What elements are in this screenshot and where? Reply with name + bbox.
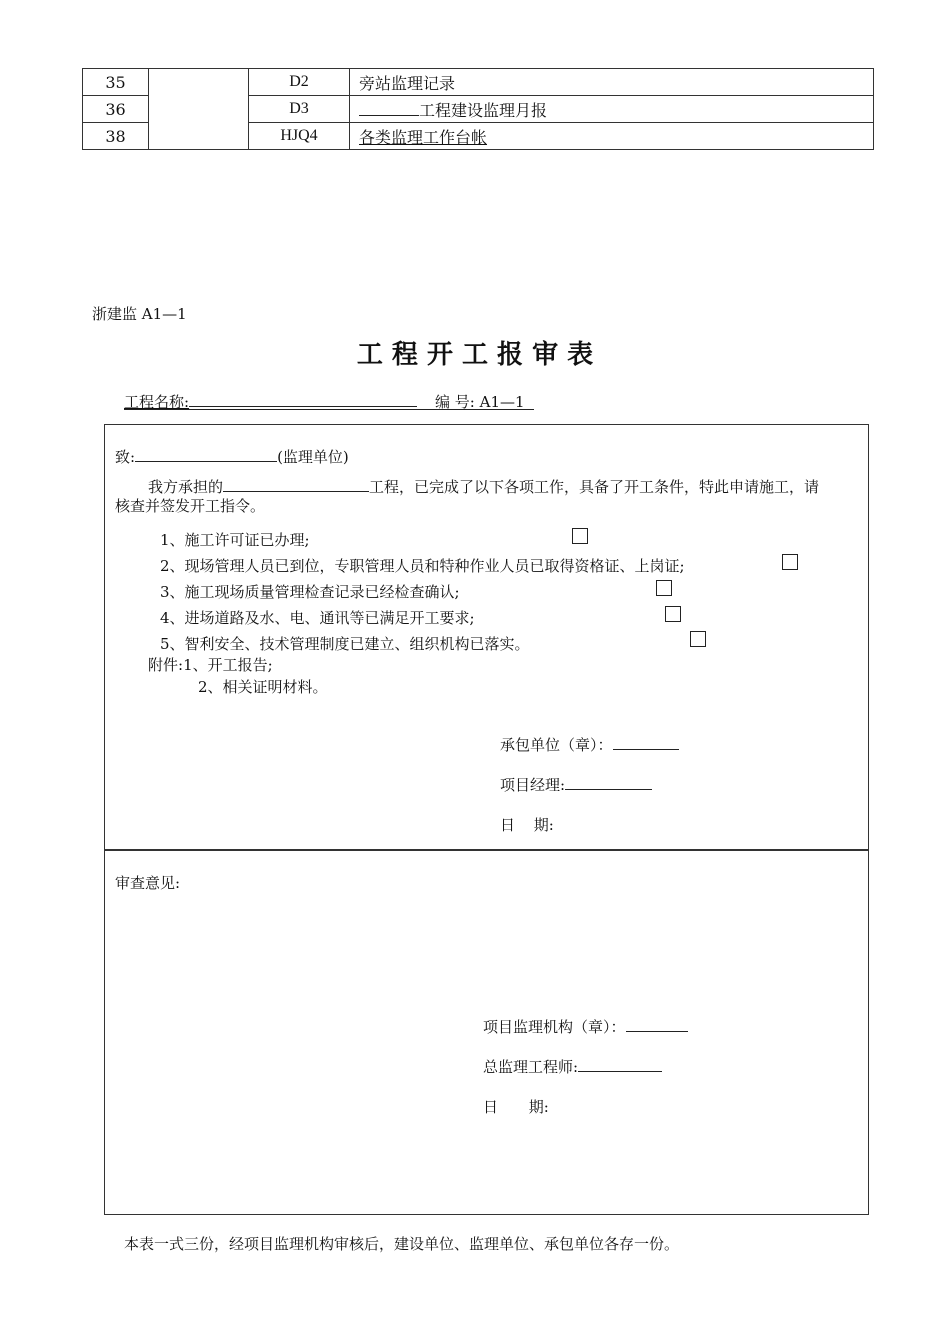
header-underline: [124, 409, 534, 410]
addressee-row: [115, 446, 349, 467]
to-suffix: (监理单位): [277, 448, 349, 466]
checkbox-icon[interactable]: [572, 528, 588, 544]
blank-line: [359, 101, 419, 116]
project-manager-row: [500, 774, 652, 795]
top-table: [82, 68, 874, 150]
checkbox-icon[interactable]: [656, 580, 672, 596]
to-label: 致:: [115, 448, 136, 466]
attachments-row: [148, 654, 273, 675]
contractor-unit-field[interactable]: [613, 735, 679, 750]
chief-engineer-row: [483, 1056, 662, 1077]
checklist-item-2: 2、现场管理人员已到位，专职管理人员和特种作业人员已取得资格证、上岗证;: [160, 557, 685, 575]
checklist-item-3: 3、施工现场质量管理检查记录已经检查确认;: [160, 583, 460, 601]
project-manager-label: 项目经理:: [500, 776, 566, 794]
checkbox-icon[interactable]: [782, 554, 798, 570]
row-name: [350, 123, 874, 150]
project-field[interactable]: [223, 477, 369, 492]
checklist-item-1: 1、施工许可证已办理;: [160, 531, 310, 549]
merged-empty-cell: [149, 69, 249, 150]
row-name-text: 各类监理工作台帐: [359, 127, 488, 147]
row-name-text: 工程建设监理月报: [419, 100, 548, 120]
supervision-org-label: 项目监理机构（章）：: [483, 1018, 626, 1036]
attachment-item: 2、相关证明材料。: [198, 678, 328, 696]
checkbox-icon[interactable]: [665, 606, 681, 622]
review-date-label: 日 期:: [483, 1098, 549, 1116]
table-row: [83, 69, 874, 96]
attachments-label: 附件:: [148, 656, 184, 674]
page-title: 工 程 开 工 报 审 表: [356, 340, 594, 370]
project-name-label: 工程名称:: [124, 393, 190, 411]
contractor-unit-row: [500, 734, 679, 755]
number-label: 编 号:: [435, 393, 475, 411]
intro-line-2: 核查并签发开工指令。: [115, 497, 266, 515]
review-opinion-label: 审查意见:: [115, 874, 181, 892]
project-name-field[interactable]: [189, 392, 417, 407]
project-manager-field[interactable]: [565, 775, 652, 790]
attachment-item: 1、开工报告;: [183, 656, 273, 674]
row-name: [350, 69, 874, 96]
footer-note: 本表一式三份，经项目监理机构审核后，建设单位、监理单位、承包单位各存一份。: [124, 1235, 680, 1253]
row-name-text: 旁站监理记录: [359, 73, 456, 93]
checklist-item-4: 4、进场道路及水、电、通讯等已满足开工要求;: [160, 609, 475, 627]
supervision-org-field[interactable]: [626, 1017, 688, 1032]
row-number: 36: [83, 96, 149, 123]
row-code: D2: [249, 69, 350, 96]
intro-prefix: 我方承担的: [148, 478, 224, 496]
row-number: 35: [83, 69, 149, 96]
row-code: D3: [249, 96, 350, 123]
chief-engineer-label: 总监理工程师:: [483, 1058, 579, 1076]
contractor-date-label: 日 期:: [500, 816, 554, 834]
row-number: 38: [83, 123, 149, 150]
contractor-unit-label: 承包单位（章）：: [500, 736, 613, 754]
chief-engineer-field[interactable]: [578, 1057, 662, 1072]
row-name: [350, 96, 874, 123]
checklist-item-5: 5、智利安全、技术管理制度已建立、组织机构已落实。: [160, 635, 530, 653]
form-code-label: 浙建监 A1—1: [92, 305, 187, 323]
intro-suffix: 工程，已完成了以下各项工作，具备了开工条件，特此申请施工，请: [369, 478, 820, 496]
number-value: A1—1: [479, 393, 525, 411]
intro-line-1: [148, 476, 819, 497]
supervision-org-row: [483, 1016, 688, 1037]
row-code: HJQ4: [249, 123, 350, 150]
supervision-unit-field[interactable]: [135, 447, 277, 462]
checkbox-icon[interactable]: [690, 631, 706, 647]
